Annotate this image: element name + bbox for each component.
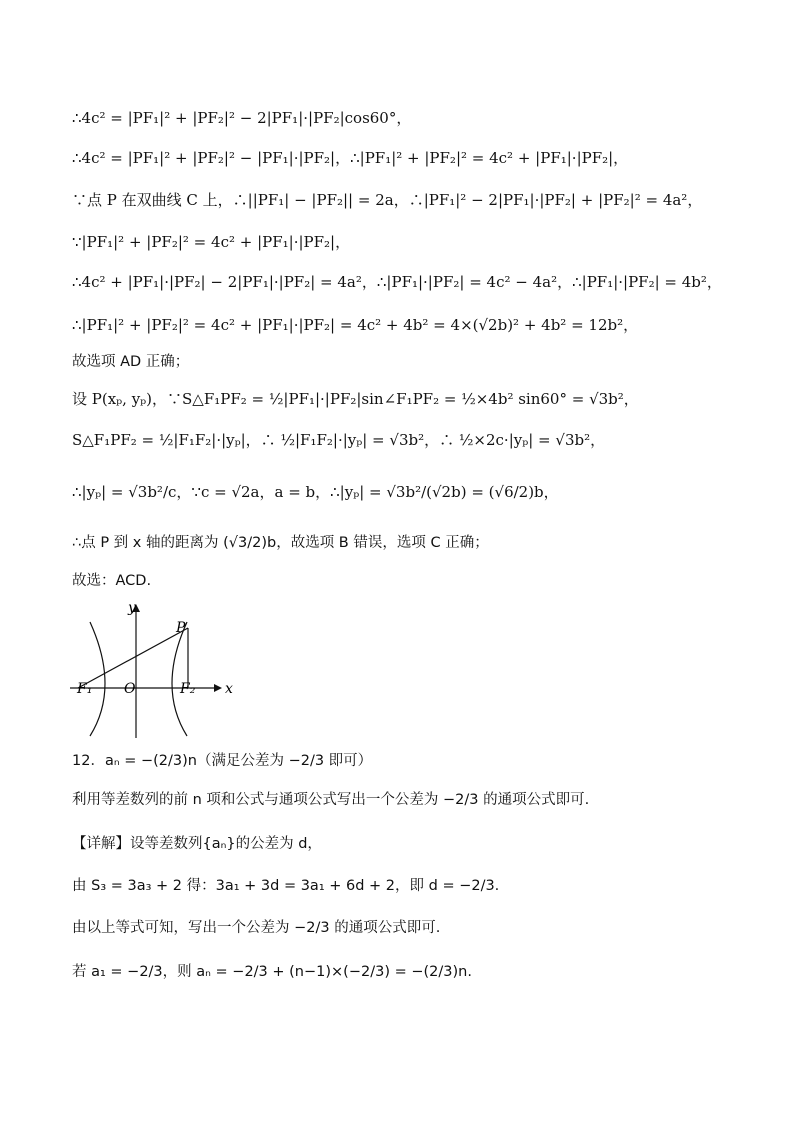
right-branch (172, 622, 187, 736)
x-axis-arrow (214, 684, 222, 692)
x-axis-label: x (225, 681, 233, 697)
math-line-1: ∴4c² = |PF₁|² + |PF₂|² − 2|PF₁|·|PF₂|cos60°， (72, 109, 412, 127)
detail-line-3: 由以上等式可知，写出一个公差为 −2/3 的通项公式即可. (72, 920, 441, 936)
math-line-4: ∵|PF₁|² + |PF₂|² = 4c² + |PF₁|·|PF₂|， (72, 233, 351, 251)
math-line-9: S△F₁PF₂ = ½|F₁F₂|·|yₚ|，∴ ½|F₁F₂|·|yₚ| = √3b²，∴ ½×2c·|yₚ| = √3b²， (72, 431, 606, 449)
point-p-label: P (176, 620, 186, 636)
detail-line-2: 由 S₃ = 3a₃ + 2 得：3a₁ + 3d = 3a₁ + 6d + 2，即 d = −2/3. (72, 878, 500, 894)
math-line-10: ∴|yₚ| = √3b²/c，∵c = √2a，a = b，∴|yₚ| = √3b²/(√2b) = (√6/2)b， (72, 483, 559, 501)
math-line-5: ∴4c² + |PF₁|·|PF₂| − 2|PF₁|·|PF₂| = 4a²，∴|PF₁|·|PF₂| = 4c² − 4a²，∴|PF₁|·|PF₂| = 4b²， (72, 273, 722, 291)
detail-line-1: 【详解】设等差数列{aₙ}的公差为 d， (72, 836, 322, 852)
analysis-line: 利用等差数列的前 n 项和公式与通项公式写出一个公差为 −2/3 的通项公式即可. (72, 792, 590, 808)
origin-label: O (124, 681, 136, 697)
detail-line-4: 若 a₁ = −2/3，则 aₙ = −2/3 + (n−1)×(−2/3) = −(2/3)n. (72, 964, 472, 980)
focus-f1-label: F₁ (77, 681, 93, 697)
left-branch (90, 622, 105, 736)
math-line-3: ∵点 P 在双曲线 C 上，∴||PF₁| − |PF₂|| = 2a，∴|PF₁|² − 2|PF₁|·|PF₂| + |PF₂|² = 4a²， (72, 191, 703, 209)
y-axis-label: y (128, 600, 136, 616)
text-line-12: 故选：ACD. (72, 573, 152, 589)
math-line-8: 设 P(xₚ, yₚ)，∵S△F₁PF₂ = ½|PF₁|·|PF₂|sin∠F₁PF₂ = ½×4b² sin60° = √3b²， (72, 390, 639, 408)
answer-12: 12．aₙ = −(2/3)n（满足公差为 −2/3 即可） (72, 753, 373, 769)
focus-f2-label: F₂ (180, 681, 196, 697)
text-line-7: 故选项 AD 正确； (72, 354, 190, 370)
math-line-2: ∴4c² = |PF₁|² + |PF₂|² − |PF₁|·|PF₂|，∴|PF₁|² + |PF₂|² = 4c² + |PF₁|·|PF₂|， (72, 149, 629, 167)
hyperbola-figure (68, 598, 238, 748)
text-line-11: ∴点 P 到 x 轴的距离为 (√3/2)b，故选项 B 错误，选项 C 正确； (72, 535, 489, 551)
math-line-6: ∴|PF₁|² + |PF₂|² = 4c² + |PF₁|·|PF₂| = 4c² + 4b² = 4×(√2b)² + 4b² = 12b²， (72, 316, 639, 334)
